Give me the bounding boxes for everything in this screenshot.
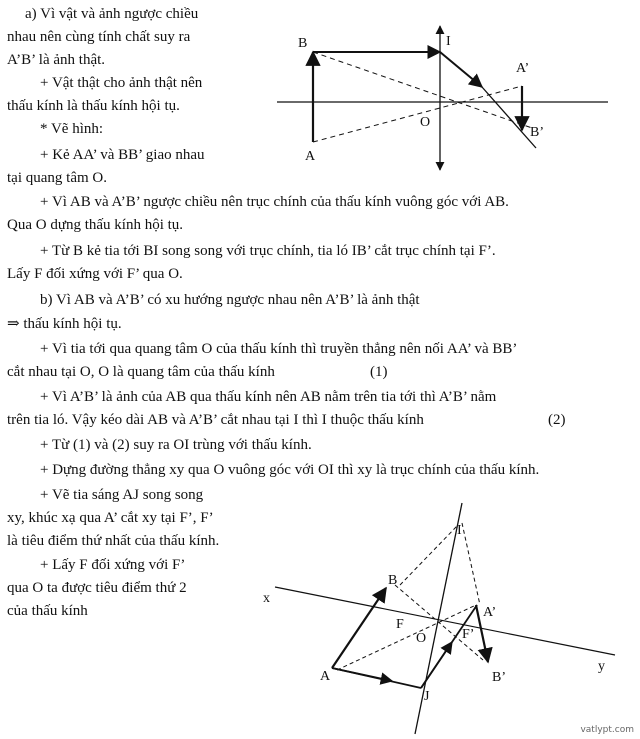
label-B1: B’: [492, 670, 506, 685]
text-line: + Vì tia tới qua quang tâm O của thấu kính thì truyền thẳng nên nối AA’ và BB’: [40, 341, 518, 357]
label-F: F: [396, 617, 404, 632]
text-line: + Vì AB và A’B’ ngược chiều nên trục chính của thấu kính vuông góc với AB.: [40, 194, 509, 210]
text-line: trên tia ló. Vậy kéo dài AB và A’B’ cắt nhau tại I thì I thuộc thấu kính: [7, 412, 424, 428]
text-line: qua O ta được tiêu điểm thứ 2: [7, 580, 187, 596]
label-O: O: [420, 115, 431, 130]
label-F1: F’: [462, 627, 475, 642]
label-O: O: [416, 631, 427, 646]
text-line: + Từ (1) và (2) suy ra OI trùng với thấu kính.: [40, 437, 312, 453]
principal-axis-xy: [275, 587, 615, 655]
text-line: * Vẽ hình:: [40, 121, 104, 137]
text-line: a) Vì vật và ảnh ngược chiều: [25, 6, 199, 22]
ray-JA1-arrow: [421, 642, 452, 688]
label-A: A: [320, 669, 331, 684]
ext-BI: [400, 525, 458, 585]
label-A: A: [305, 149, 316, 164]
text-line: + Kẻ AA’ và BB’ giao nhau: [40, 147, 205, 163]
text-line: xy, khúc xạ qua A’ cắt xy tại F’, F’: [7, 510, 214, 526]
text-line: Lấy F đối xứng với F’ qua O.: [7, 266, 183, 282]
label-B: B: [388, 573, 398, 588]
label-I: I: [457, 523, 462, 538]
label-J: J: [424, 689, 430, 704]
equation-number: (1): [370, 364, 388, 380]
watermark: vatlypt.com: [580, 725, 634, 735]
text-line: + Lấy F đối xứng với F’: [40, 557, 186, 573]
text-line: tại quang tâm O.: [7, 170, 107, 186]
label-x: x: [263, 591, 270, 606]
text-line: A’B’ là ảnh thật.: [7, 52, 106, 68]
text-line: ⇒ thấu kính hội tụ.: [7, 316, 122, 332]
ext-IA1: [462, 523, 480, 605]
label-A1: A’: [516, 61, 530, 76]
text-line: + Vì A’B’ là ảnh của AB qua thấu kính nên AB nằm trên tia tới thì A’B’ nằm: [40, 389, 497, 405]
lens-line: [415, 503, 462, 734]
label-y: y: [598, 659, 605, 674]
label-I: I: [446, 34, 451, 49]
text-line: nhau nên cùng tính chất suy ra: [7, 29, 191, 45]
text-line: + Vật thật cho ảnh thật nên: [40, 75, 203, 91]
equation-number: (2): [548, 412, 566, 428]
text-line: là tiêu điểm thứ nhất của thấu kính.: [7, 533, 220, 549]
text-line: + Dựng đường thẳng xy qua O vuông góc với OI thì xy là trục chính của thấu kính.: [40, 462, 540, 478]
label-B1: B’: [530, 125, 544, 140]
text-line: của thấu kính: [7, 603, 88, 619]
text-line: b) Vì AB và A’B’ có xu hướng ngược nhau nên A’B’ là ảnh thật: [40, 292, 420, 308]
ray-AJ-arrow: [332, 668, 392, 681]
text-line: thấu kính là thấu kính hội tụ.: [7, 98, 180, 114]
text-line: + Từ B kẻ tia tới BI song song với trục chính, tia ló IB’ cắt trục chính tại F’.: [40, 243, 496, 259]
text-line: cắt nhau tại O, O là quang tâm của thấu kính: [7, 364, 275, 380]
label-B: B: [298, 36, 308, 51]
label-A1: A’: [483, 605, 497, 620]
text-line: + Vẽ tia sáng AJ song song: [40, 487, 204, 503]
text-line: Qua O dựng thấu kính hội tụ.: [7, 217, 184, 233]
